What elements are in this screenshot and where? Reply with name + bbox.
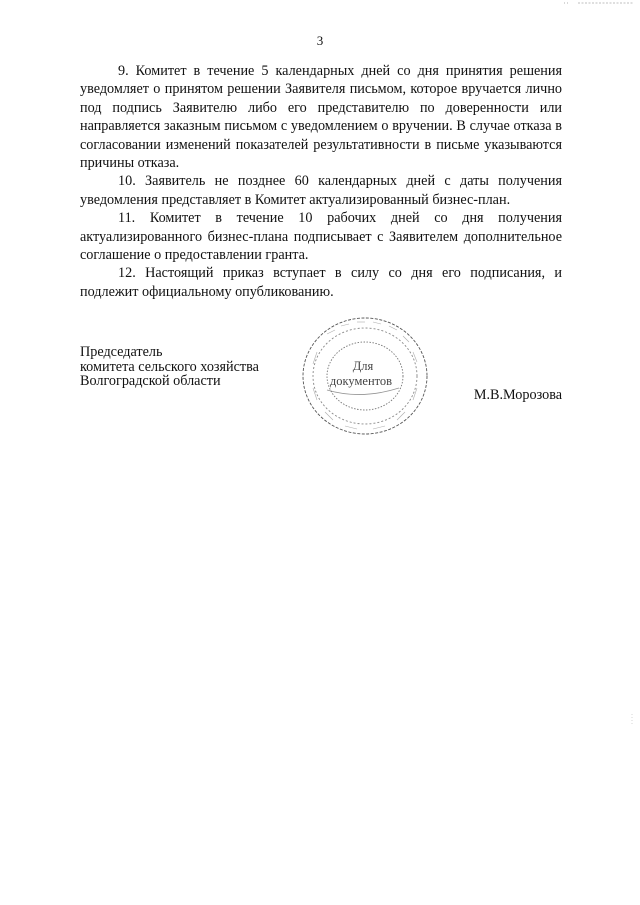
stamp-line-2: документов: [329, 374, 393, 388]
signatory-name: М.В.Морозова: [473, 387, 562, 403]
document-body: [80, 62, 562, 301]
paragraph-11: 11. Комитет в течение 10 рабочих дней со дня получения актуализированного бизнес-плана подписывает с Заявителем дополнительное соглашение о предоставлении гранта.: [80, 210, 562, 264]
signatory-title-line: Председатель: [80, 344, 163, 360]
page-number: 3: [316, 33, 324, 48]
signatory-title-line: Волгоградской области: [80, 373, 221, 389]
signatory-title: [80, 345, 259, 389]
scan-artifact-mark: [564, 1, 634, 5]
signatory-title-line: комитета сельского хозяйства: [80, 358, 259, 375]
official-stamp-seal: [297, 310, 437, 442]
paragraph-10: 10. Заявитель не позднее 60 календарных дней с даты получения уведомления представляет в Комитет актуализированный бизнес-план.: [80, 173, 562, 208]
paragraph-12: 12. Настоящий приказ вступает в силу со дня его подписания, и подлежит официальному опубликованию.: [80, 265, 562, 300]
stamp-line-1: Для: [352, 359, 374, 373]
paragraph-9: 9. Комитет в течение 5 календарных дней со дня принятия решения уведомляет о принятом решении Заявителя письмом, которое вручается лично под подпись Заявителю либо его представителю по доверенности или направляется заказным письмом с уведомлением о вручении. В случае отказа в согласовании изменений показателей результативности в письме указываются причины отказа.: [80, 63, 562, 172]
scan-speck: [630, 714, 634, 724]
